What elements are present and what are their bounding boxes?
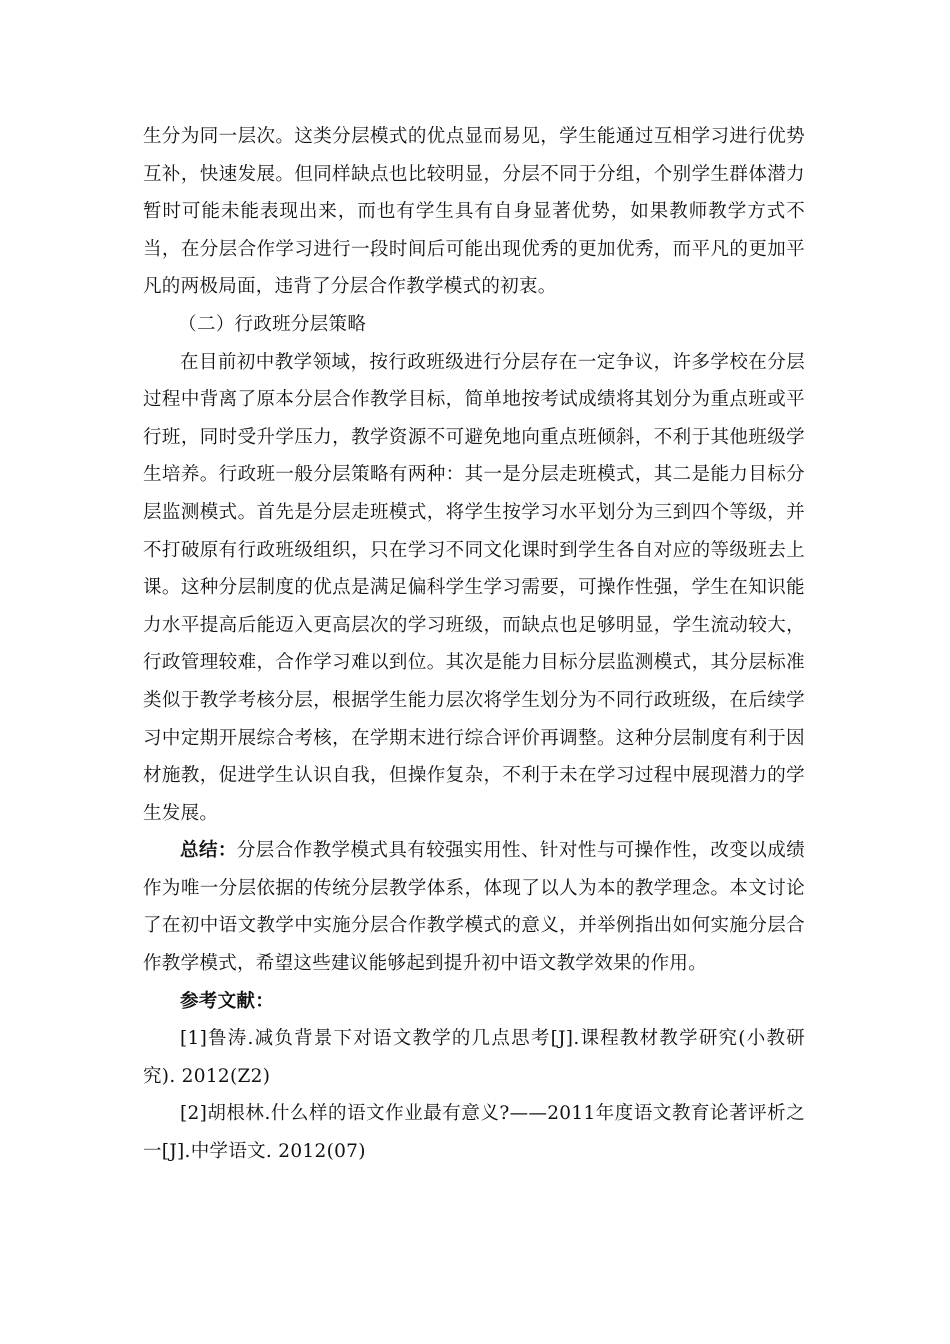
section-heading: （二）行政班分层策略 xyxy=(178,313,367,335)
references-label: 参考文献： xyxy=(180,990,275,1012)
reference-item-1: [1]鲁涛.减负背景下对语文教学的几点思考[J].课程教材教学研究(小教研究). 2012(Z2) xyxy=(143,1028,805,1087)
summary-label: 总结： xyxy=(180,840,237,862)
paragraph-admin-class: 在目前初中教学领域，按行政班级进行分层存在一定争议，许多学校在分层过程中背离了原本分层合作教学目标，简单地按考试成绩将其划分为重点班或平行班，同时受升学压力，教学资源不可避免地向重点班倾斜，不利于其他班级学生培养。行政班一般分层策略有两种：其一是分层走班模式，其二是能力目标分层监测模式。首先是分层走班模式，将学生按学习水平划分为三到四个等级，并不打破原有行政班级组织，只在学习不同文化课时到学生各自对应的等级班去上课。这种分层制度的优点是满足偏科学生学习需要，可操作性强，学生在知识能力水平提高后能迈入更高层次的学习班级，而缺点也足够明显，学生流动较大，行政管理较难，合作学习难以到位。其次是能力目标分层监测模式，其分层标准类似于教学考核分层，根据学生能力层次将学生划分为不同行政班级，在后续学习中定期开展综合考核，在学期末进行综合评价再调整。这种分层制度有利于因材施教，促进学生认识自我，但操作复杂，不利于未在学习过程中展现潜力的学生发展。 xyxy=(143,351,805,824)
paragraph-summary xyxy=(143,832,805,982)
summary-text: 分层合作教学模式具有较强实用性、针对性与可操作性，改变以成绩作为唯一分层依据的传统分层教学体系，体现了以人为本的教学理念。本文讨论了在初中语文教学中实施分层合作教学模式的意义，并举例指出如何实施分层合作教学模式，希望这些建议能够起到提升初中语文教学效果的作用。 xyxy=(143,840,805,975)
reference-item-2: [2]胡根林.什么样的语文作业最有意义?——2011年度语文教育论著评析之一[J].中学语文. 2012(07) xyxy=(143,1103,805,1163)
references-heading xyxy=(143,983,805,1021)
document-body xyxy=(143,118,805,1171)
paragraph-intro: 生分为同一层次。这类分层模式的优点显而易见，学生能通过互相学习进行优势互补，快速发展。但同样缺点也比较明显，分层不同于分组，个别学生群体潜力暂时可能未能表现出来，而也有学生具有自身显著优势，如果教师教学方式不当，在分层合作学习进行一段时间后可能出现优秀的更加优秀，而平凡的更加平凡的两极局面，违背了分层合作教学模式的初衷。 xyxy=(143,126,805,298)
